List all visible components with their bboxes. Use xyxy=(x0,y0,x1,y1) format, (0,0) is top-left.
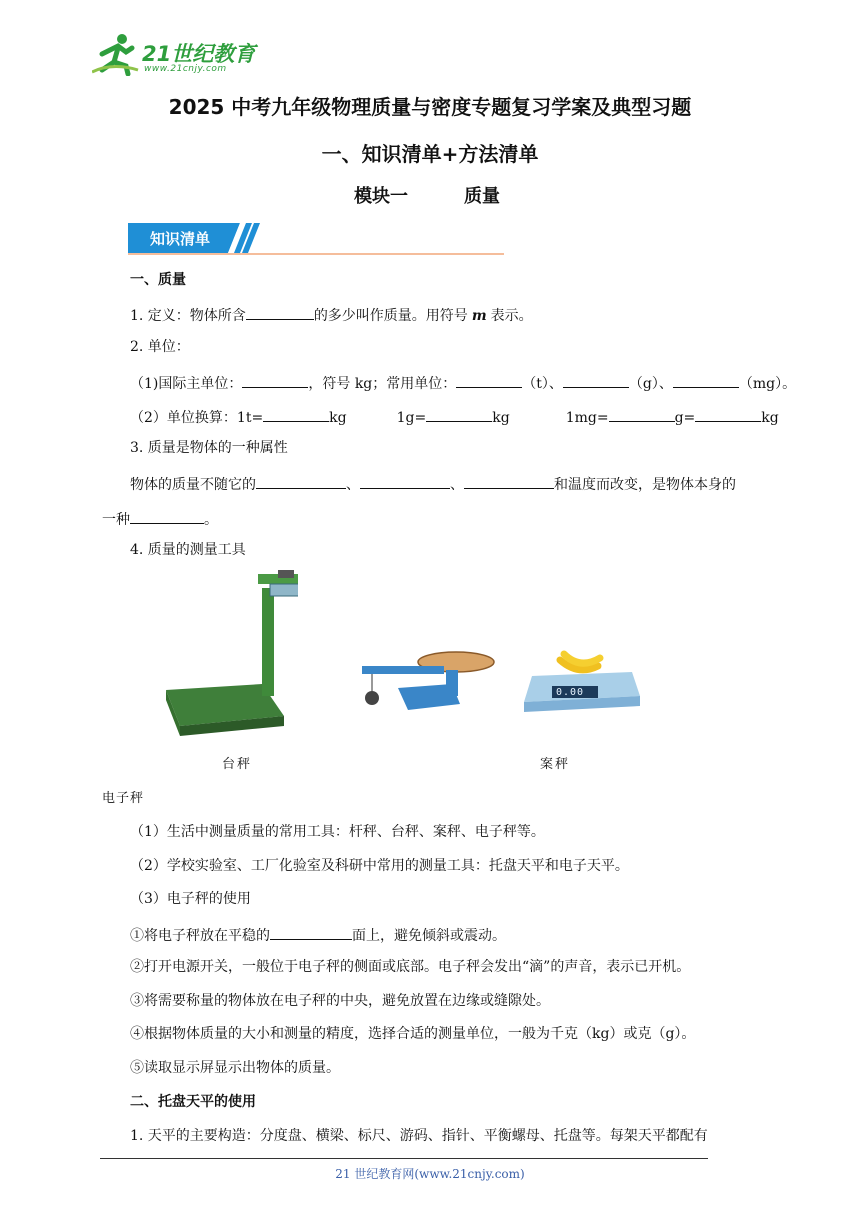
footer-text: 21 世纪教育网(www.21cnjy.com) xyxy=(335,1167,525,1181)
blank[interactable] xyxy=(270,923,352,940)
electronic-scale-illustration xyxy=(518,646,648,716)
list-item-3: （3）电子秤的使用 xyxy=(130,891,251,907)
platform-scale-illustration xyxy=(158,570,298,750)
definition-line: 1. 定义：物体所含 的多少叫作质量。用符号 m 表示。 xyxy=(130,303,533,326)
document-title: 2025 中考九年级物理质量与密度专题复习学案及典型习题 xyxy=(168,95,692,119)
module-left: 模块一 xyxy=(354,186,408,207)
list-item-2: （2）学校实验室、工厂化验室及科研中常用的测量工具：托盘天平和电子天平。 xyxy=(130,858,629,874)
s2-heading: 二、托盘天平的使用 xyxy=(130,1094,256,1110)
blank[interactable] xyxy=(563,371,629,388)
logo-runner-icon xyxy=(92,32,140,76)
blank[interactable] xyxy=(456,371,522,388)
knowledge-banner xyxy=(128,221,504,257)
blank[interactable] xyxy=(673,371,739,388)
caption-bench: 案秤 xyxy=(540,757,571,772)
s1-heading: 一、质量 xyxy=(130,272,186,288)
logo-site: www.21cnjy.com xyxy=(144,64,227,74)
caption-platform: 台秤 xyxy=(222,757,253,772)
blank[interactable] xyxy=(263,405,329,422)
step-5: ⑤读取显示屏显示出物体的质量。 xyxy=(130,1060,340,1076)
list-item-1: （1）生活中测量质量的常用工具：杆秤、台秤、案秤、电子秤等。 xyxy=(130,824,545,840)
tools-heading: 4. 质量的测量工具 xyxy=(130,542,246,558)
blank[interactable] xyxy=(130,507,204,524)
scale-display: 0.00 xyxy=(556,687,585,698)
blank[interactable] xyxy=(426,405,492,422)
blank[interactable] xyxy=(360,472,450,489)
module-right: 质量 xyxy=(464,186,500,207)
bench-scale-illustration xyxy=(348,648,498,728)
step-1: ①将电子秤放在平稳的 面上，避免倾斜或震动。 xyxy=(130,923,506,946)
blank[interactable] xyxy=(246,303,314,320)
unit-heading: 2. 单位： xyxy=(130,339,190,355)
banner-label: 知识清单 xyxy=(150,230,211,248)
section-heading: 一、知识清单+方法清单 xyxy=(321,142,539,166)
unit-line-2: （2）单位换算：1t= kg 1g= kg 1mg= g= kg xyxy=(130,405,779,428)
unit-line-1: （1)国际主单位： ，符号 kg；常用单位： （t）、 （g）、 （mg）。 xyxy=(130,371,796,394)
blank[interactable] xyxy=(695,405,761,422)
blank[interactable] xyxy=(242,371,308,388)
logo-brand: 21世纪教育 xyxy=(142,42,256,66)
caption-electronic: 电子秤 xyxy=(102,791,145,806)
footer-rule xyxy=(100,1158,708,1159)
logo xyxy=(92,32,262,78)
blank[interactable] xyxy=(464,472,554,489)
blank[interactable] xyxy=(609,405,675,422)
property-heading: 3. 质量是物体的一种属性 xyxy=(130,440,288,456)
step-2: ②打开电源开关，一般位于电子秤的侧面或底部。电子秤会发出“滴”的声音，表示已开机。 xyxy=(130,959,691,975)
s2-paragraph: 1. 天平的主要构造：分度盘、横梁、标尺、游码、指针、平衡螺母、托盘等。每架天平都配有 xyxy=(130,1128,708,1144)
property-line-2: 一种 。 xyxy=(102,507,218,530)
step-3: ③将需要称量的物体放在电子秤的中央，避免放置在边缘或缝隙处。 xyxy=(130,993,550,1009)
step-4: ④根据物体质量的大小和测量的精度，选择合适的测量单位，一般为千克（kg）或克（g）。 xyxy=(130,1026,696,1042)
blank[interactable] xyxy=(256,472,346,489)
property-line-1: 物体的质量不随它的 、 、 和温度而改变，是物体本身的 xyxy=(130,472,736,495)
